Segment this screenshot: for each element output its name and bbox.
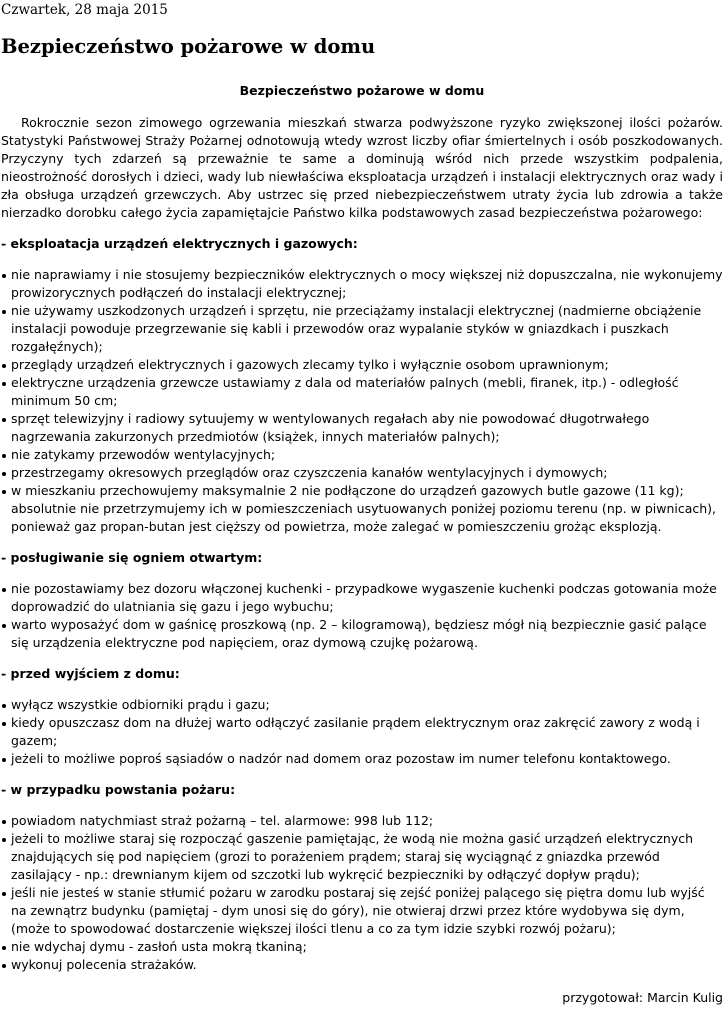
section-open-fire bbox=[1, 549, 723, 652]
bullet-list bbox=[1, 580, 723, 652]
list-item: jeżeli to możliwe staraj się rozpocząć gaszenie pamiętając, że wodą nie można gasić urządzeń elektrycznych znajdujących się pod napięciem (grozi to porażeniem prądem; staraj się wyciągnąć z gniazdka przewód zasilający - np.: drewnianym kijem od szczotki lub wykręcić bezpieczniki by odłączyć dopływ prądu); bbox=[1, 830, 723, 884]
section-heading: - przed wyjściem z domu: bbox=[1, 666, 180, 681]
section-electrical bbox=[1, 235, 723, 536]
list-item: powiadom natychmiast straż pożarną – tel. alarmowe: 998 lub 112; bbox=[1, 812, 723, 830]
list-item: wykonuj polecenia strażaków. bbox=[1, 956, 723, 974]
list-item: nie używamy uszkodzonych urządzeń i sprzętu, nie przeciążamy instalacji elektrycznej (nadmierne obciążenie instalacji powoduje przegrzewanie się kabli i przewodów oraz wypalanie styków w gniazdkach i puszkach rozgałęźnych); bbox=[1, 302, 723, 356]
section-heading: - w przypadku powstania pożaru: bbox=[1, 782, 236, 797]
list-item: kiedy opuszczasz dom na dłużej warto odłączyć zasilanie prądem elektrycznym oraz zakręcić zawory z wodą i gazem; bbox=[1, 714, 723, 750]
list-item: jeżeli to możliwe poproś sąsiadów o nadzór nad domem oraz pozostaw im numer telefonu kontaktowego. bbox=[1, 750, 723, 768]
section-in-case-of-fire bbox=[1, 781, 723, 974]
author-signature: przygotował: Marcin Kulig bbox=[562, 990, 723, 1005]
section-heading: - eksploatacja urządzeń elektrycznych i gazowych: bbox=[1, 236, 358, 251]
list-item: sprzęt telewizyjny i radiowy sytuujemy w wentylowanych regałach aby nie powodować długotrwałego nagrzewania zakurzonych przedmiotów (książek, innych materiałów palnych); bbox=[1, 410, 723, 446]
list-item: wyłącz wszystkie odbiorniki prądu i gazu; bbox=[1, 696, 723, 714]
list-item: jeśli nie jesteś w stanie stłumić pożaru w zarodku postaraj się zejść poniżej palącego się piętra domu lub wyjść na zewnątrz budynku (pamiętaj - dym unosi się do góry), nie otwieraj drzwi przez które wydobywa się dym, (może to spowodować dostarczenie większej ilości tlenu a co za tym idzie szybki rozwój pożaru); bbox=[1, 884, 723, 938]
article-intro: Rokrocznie sezon zimowego ogrzewania mieszkań stwarza podwyższone ryzyko zwiększonej ilości pożarów. Statystyki Państwowej Straży Pożarnej odnotowują wtedy wzrost liczby ofiar śmiertelnych i osób poszkodowanych. Przyczyny tych zdarzeń są przeważnie te same a dominują wśród nich przede wszystkim podpalenia, nieostrożność dorosłych i dzieci, wady lub niewłaściwa eksploatacja urządzeń i instalacji elektrycznych oraz wady i zła obsługa urządzeń grzewczych. Aby ustrzec się przed niebezpieczeństwem utraty życia lub zdrowia a także nierzadko dorobku całego życia zapamiętajcie Państwo kilka podstawowych zasad bezpieczeństwa pożarowego: bbox=[1, 115, 723, 220]
list-item: warto wyposażyć dom w gaśnicę proszkową (np. 2 – kilogramową), będziesz mógł nią bezpiecznie gasić palące się urządzenia elektryczne pod napięciem, oraz dymową czujkę pożarową. bbox=[1, 616, 723, 652]
list-item: w mieszkaniu przechowujemy maksymalnie 2 nie podłączone do urządzeń gazowych butle gazowe (11 kg); absolutnie nie przetrzymujemy ich w pomieszczeniach usytuowanych poniżej poziomu terenu (np. w piwnicach), ponieważ gaz propan-butan jest cięższy od powietrza, może zalegać w pomieszczeniu grożąc eksplozją. bbox=[1, 482, 723, 536]
section-leaving-home bbox=[1, 665, 723, 768]
bullet-list bbox=[1, 696, 723, 768]
list-item: nie pozostawiamy bez dozoru włączonej kuchenki - przypadkowe wygaszenie kuchenki podczas gotowania może doprowadzić do ulatniania się gazu i jego wybuchu; bbox=[1, 580, 723, 616]
list-item: nie wdychaj dymu - zasłoń usta mokrą tkaniną; bbox=[1, 938, 723, 956]
list-item: elektryczne urządzenia grzewcze ustawiamy z dala od materiałów palnych (mebli, firanek, itp.) - odległość minimum 50 cm; bbox=[1, 374, 723, 410]
section-heading: - posługiwanie się ogniem otwartym: bbox=[1, 550, 263, 565]
list-item: nie zatykamy przewodów wentylacyjnych; bbox=[1, 446, 723, 464]
list-item: nie naprawiamy i nie stosujemy bezpieczników elektrycznych o mocy większej niż dopuszczalna, nie wykonujemy prowizorycznych podłączeń do instalacji elektrycznej; bbox=[1, 266, 723, 302]
publication-date: Czwartek, 28 maja 2015 bbox=[1, 2, 168, 18]
article bbox=[1, 82, 723, 974]
bullet-list bbox=[1, 266, 723, 536]
list-item: przeglądy urządzeń elektrycznych i gazowych zlecamy tylko i wyłącznie osobom uprawnionym; bbox=[1, 356, 723, 374]
bullet-list bbox=[1, 812, 723, 974]
article-title: Bezpieczeństwo pożarowe w domu bbox=[239, 83, 485, 98]
list-item: przestrzegamy okresowych przeglądów oraz czyszczenia kanałów wentylacyjnych i dymowych; bbox=[1, 464, 723, 482]
page-title: Bezpieczeństwo pożarowe w domu bbox=[1, 35, 376, 58]
